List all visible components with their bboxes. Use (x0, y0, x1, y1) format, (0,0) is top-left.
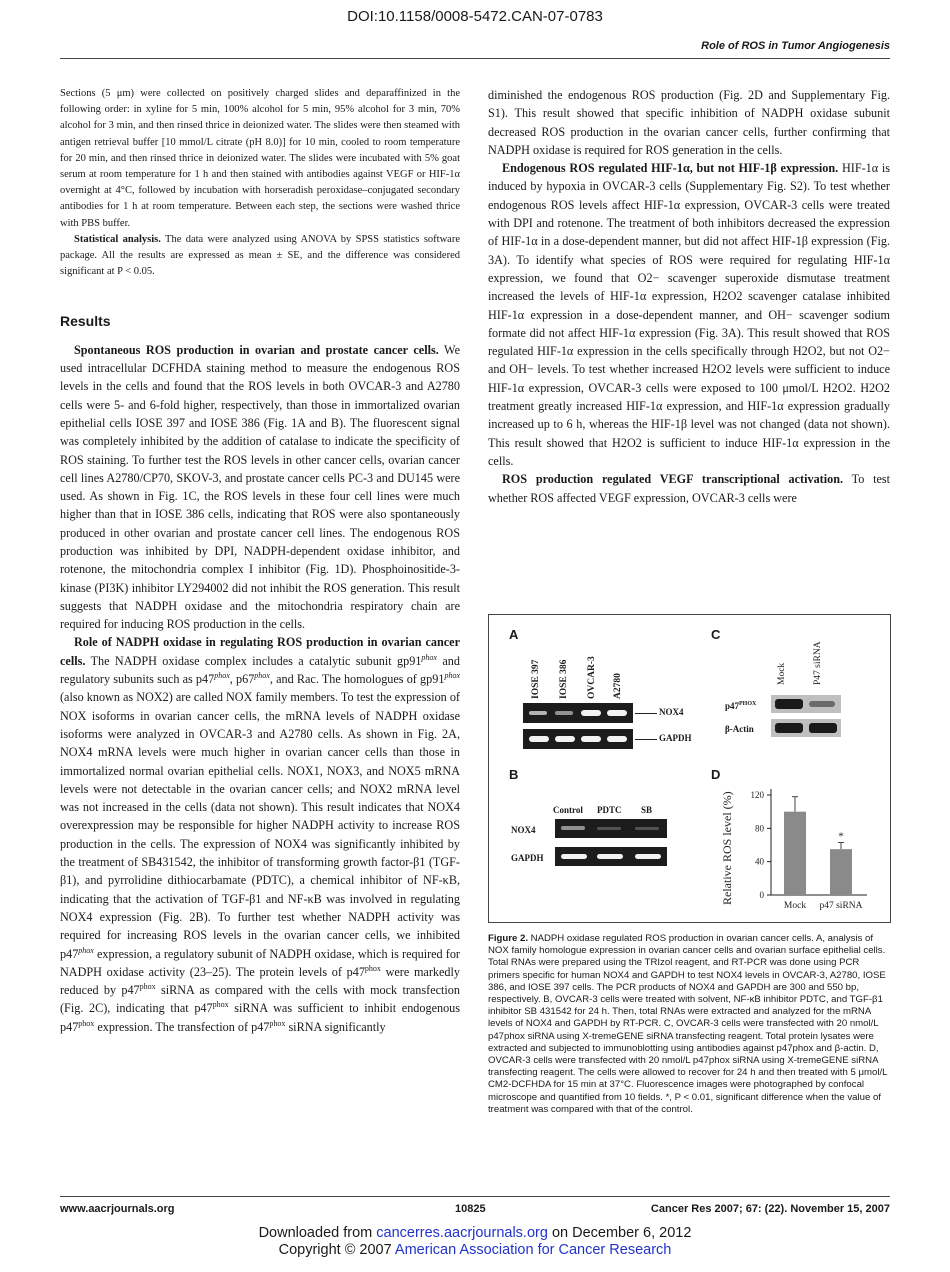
gel-gapdh-a (523, 729, 633, 749)
stat-heading: Statistical analysis. (74, 233, 161, 245)
download-notice: Downloaded from cancerres.aacrjournals.org on December 6, 2012 Copyright © 2007 American Association for Cancer Research (258, 1225, 692, 1258)
significance-asterisk: * (838, 830, 844, 843)
methods-paragraph: Sections (5 μm) were collected on positively charged slides and deparaffinized in the following order: in xyline for 5 min, 100% alcohol for 5 min, 95% alcohol for 3 min, 70% alcohol for 3 min, and then rinsed thrice in deionized water. The slides were then steamed with antigen retrieval buffer [10 mmol/L citrate (pH 8.0)] for 10 min, cooled to room temperature for 20 min, and then rinsed thrice in deionized water. The slides were incubated with 5% goat serum at room temperature for 1 h and then stained with antibodies against VEGF or HIF-1α overnight at 4°C, followed by incubation with horseradish peroxidase–conjugated secondary antibodies for 1 h at room temperature. Between each step, the sections were washed thrice with PBS buffer. (60, 88, 460, 229)
lane-label: Control (553, 805, 583, 815)
x-tick-label: Mock (783, 901, 807, 911)
paragraph-ros-production: Spontaneous ROS production in ovarian and prostate cancer cells. We used intracellular DCFHDA staining method to measure the endogenous ROS levels in the cells and found that the ROS levels in both OVCAR-3 and A2780 cells were 5- and 6-fold higher, respectively, than those in immortalized ovarian epithelial cells IOSE 397 and IOSE 386 (Fig. 1A and B). The fluorescent signal was completely inhibited by the addition of catalase to indicate the specificity of ROS staining. To further test the ROS levels in other cancer cells, ovarian cancer cell lines A2780/CP70, SKOV-3, and prostate cancer cells PC-3 and DU145 were used. As shown in Fig. 1C, the ROS levels in these four cell lines were much higher than that in IOSE 386 cells, indicating that ROS were also spontaneously produced in other ovarian and prostate cancer cell lines. The endogenous ROS production was inhibited by DPI, NADPH-dependent oxidase inhibitor, and rotenone, the mitochondria complex I inhibitor (Fig. 1D). Phosphoinositide-3-kinase (PI3K) inhibitor LY294002 did not inhibit the ROS generation. This result suggests that NADPH oxidase and the mitochondria respiratory chain are required for inducing ROS production in the cells. (60, 342, 460, 632)
bar-p47-sirna (830, 849, 852, 895)
paragraph-vegf: ROS production regulated VEGF transcriptional activation. To test whether ROS affected VEGF expression, OVCAR-3 cells were (488, 472, 890, 505)
footer-journal-url[interactable]: www.aacrjournals.org (60, 1203, 175, 1215)
results-heading: Results (60, 313, 111, 330)
lane-label: PDTC (597, 805, 622, 815)
y-tick-label: 80 (755, 823, 764, 834)
footer-citation: Cancer Res 2007; 67: (22). November 15, 2007 (650, 1203, 890, 1215)
figure-caption: Figure 2. NADPH oxidase regulated ROS production in ovarian cancer cells. A, analysis of NOX family homologue expression in ovarian cancer cells and ovarian surface epithelial cells. Total RNAs were prepared using the TRIzol reagent, and RT-PCR was done using PCR primers specific for human NOX4 and GAPDH to test NOX4 levels in OVCAR-3, A2780, IOSE 386, and IOSE 397 cells. The PCR products of NOX4 and GAPDH are 300 and 550 bp, respectively. B, OVCAR-3 cells were treated with solvent, NF-κB inhibitor PDTC, and TGF-β1 inhibitor SB 431542 for 24 h. Then, total RNAs were extracted and analyzed for the mRNA levels of NOX4 and GAPDH by RT-PCR. C, OVCAR-3 cells were transfected with 20 nmol/L p47phox siRNA using X-tremeGENE siRNA transfecting reagent. Total protein lysates were extracted and subjected to immunoblotting using antibodies against p47phox and β-actin. D, OVCAR-3 cells were transfected with 20 nmol/L p47phox siRNA using X-tremeGENE siRNA transfecting reagent. The cells were allowed to recover for 24 h and then treated with 5 μmol/L CM2-DCFHDA for 15 min at 37°C. Fluorescence images were photographed by confocal microscope and quantified from 10 fields. *, P < 0.01, significant difference when the value of treatment was compared with that of the control. (488, 933, 888, 1115)
row-label: GAPDH (659, 733, 692, 743)
lane-label: A2780 (613, 673, 623, 699)
gel-nox4-b (555, 819, 667, 838)
download-link[interactable]: cancerres.aacrjournals.org (376, 1225, 548, 1241)
aacr-link[interactable]: American Association for Cancer Research (394, 1242, 672, 1258)
ros-bar-chart (717, 777, 887, 917)
lane-label: OVCAR-3 (587, 656, 597, 699)
y-tick-label: 0 (759, 890, 764, 900)
y-axis-label: Relative ROS level (%) (720, 791, 734, 905)
panel-a-label: A (509, 627, 519, 642)
paragraph-diminished: diminished the endogenous ROS production (Fig. 2D and Supplementary Fig. S1). This result showed that specific inhibition of NADPH oxidase subunit decreased ROS production in the ovarian cancer cells, further confirming that NADPH oxidase is required for ROS generation in the cells. (488, 88, 890, 157)
row-label: $p47^{PHOX}$ (725, 701, 757, 711)
panel-b-label: B (509, 767, 519, 782)
panel-c-label: C (711, 627, 721, 642)
gel-gapdh-b (555, 847, 667, 866)
blot-actin (771, 719, 841, 737)
y-tick-label: 40 (755, 856, 764, 867)
running-title: Role of ROS in Tumor Angiogenesis (701, 40, 890, 52)
row-label: NOX4 (511, 825, 536, 835)
left-column (60, 86, 460, 1036)
footer-rule (60, 1196, 890, 1197)
doi: DOI:10.1158/0008-5472.CAN-07-0783 (347, 8, 603, 25)
arrow-line (635, 739, 657, 740)
row-label: GAPDH (511, 853, 544, 863)
gel-nox4-a (523, 703, 633, 723)
header-rule (60, 58, 890, 59)
row-label: NOX4 (659, 707, 684, 717)
row-label: β-Actin (725, 724, 754, 734)
x-tick-label: p47 siRNA (819, 901, 863, 911)
paragraph-nadph: Role of NADPH oxidase in regulating ROS production in ovarian cancer cells. The NADPH oxidase complex includes a catalytic subunit $gp91^{phox}$ and regulatory subunits such as $p47^{phox}$, $p67^{phox}$, and Rac. The homologues of $gp91^{phox}$ (also known as NOX2) are called NOX family members. To test the expression of NOX isoforms in ovarian cancer cells, the mRNA levels of NADPH oxidase isoforms were analyzed in OVCAR-3 and A2780 cells. As shown in Fig. 2A, NOX4 mRNA levels were much higher in ovarian cancer cells than those in immortalized normal ovarian epithelial cells. NOX1, NOX3, and NOX5 mRNA levels were not detectable in the ovarian cancer cells; and NOX2 mRNA level was not increased in the cells (data not shown). This result indicates that NOX4 overexpression may be responsible for higher NADPH activity to increase ROS production in the cells. The expression of NOX4 was significantly inhibited by the treatment of SB431542, the inhibitor of transforming growth factor-β1 (TGF-β1), and pyrrolidine dithiocarbamate (PDTC), a chemical inhibitor of NF-κB, indicating that the activation of TGF-β1 and NF-κB was involved in regulating NOX4 expression (Fig. 2B). To further test whether NADPH activity was required for increasing ROS levels in the ovarian cancer cells, we inhibited $p47^{phox}$ expression, a regulatory subunit of NADPH oxidase, which is required for NADPH oxidase activity (23–25). The protein levels of $p47^{phox}$ were markedly reduced by $p47^{phox}$ siRNA as compared with the cells with mock transfection (Fig. 2C), indicating that $p47^{phox}$ siRNA was sufficient to inhibit endogenous $p47^{phox}$ expression. The transfection of $p47^{phox}$ siRNA significantly (60, 635, 460, 1034)
panel-d-label: D (711, 767, 721, 782)
footer-page-number: 10825 (455, 1203, 486, 1215)
lane-label: SB (641, 805, 653, 815)
stat-paragraph: Statistical analysis. The data were analyzed using ANOVA by SPSS statistics software package. All the results are expressed as mean ± SE, and the difference was considered significant at P < 0.05. (60, 233, 460, 278)
blot-p47 (771, 695, 841, 713)
arrow-line (635, 713, 657, 714)
paragraph-hif: Endogenous ROS regulated HIF-1α, but not HIF-1β expression. HIF-1α is induced by hypoxia in OVCAR-3 cells (Supplementary Fig. S2). To test whether endogenous ROS levels affect HIF-1α expression, OVCAR-3 cells were treated with DPI and rotenone. The treatment of both inhibitors decreased the expression of HIF-1α in a dose-dependent manner, but did not affect HIF-1β expression (Fig. 3A). To identify what species of ROS were required for regulating HIF-1α expression, we found that O2− scavenger superoxide dismutase treatment increased the levels of HIF-1α expression, H2O2 scavenger catalase inhibited HIF-1α expression in a dose-dependent manner, and OH− scavenger sodium formate did not affect HIF-1α expression (Fig. 3A). This result showed that ROS regulated HIF-1α expression in the cells specifically through H2O2, but not O2− and OH− levels. To test whether increased H2O2 levels were sufficient to induce HIF-1α expression, OVCAR-3 cells were exposed to 100 μmol/L H2O2. H2O2 treatment greatly increased HIF-1α expression, and HIF-1α expression gradually increased up to 6 h, whereas the HIF-1β level was not changed (data not shown). This result showed that H2O2 is sufficient to induce HIF-1α expression in the cells. (488, 161, 890, 468)
lane-label: IOSE 397 (531, 659, 541, 699)
lane-label: Mock (777, 662, 787, 685)
figure-2 (488, 614, 891, 923)
right-column (488, 86, 890, 507)
bar-mock (784, 812, 806, 895)
lane-label: P47 siRNA (813, 641, 823, 685)
lane-label: IOSE 386 (559, 659, 569, 699)
y-tick-label: 120 (750, 790, 764, 800)
